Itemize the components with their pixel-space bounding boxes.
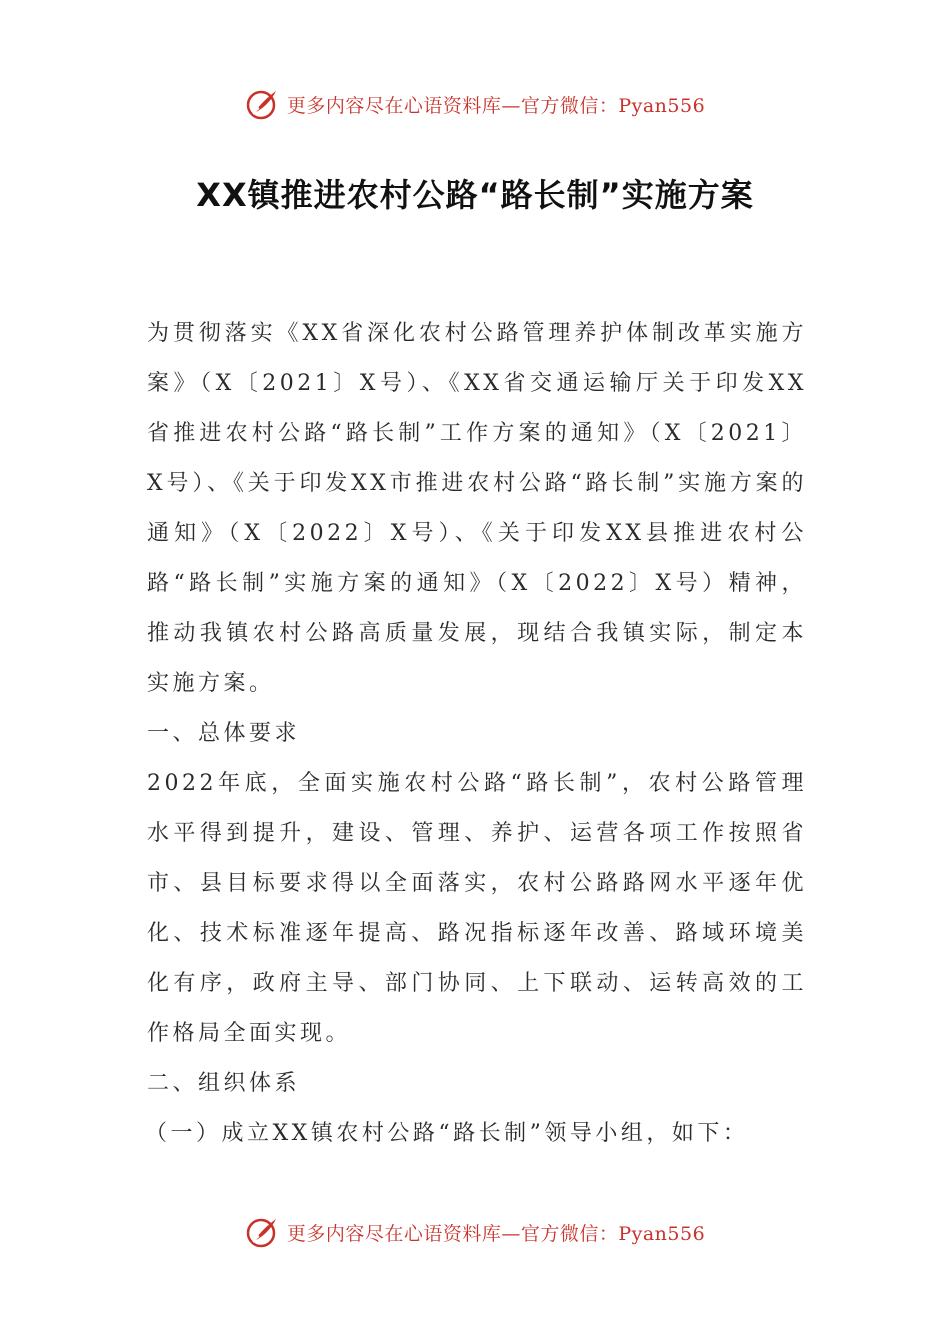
quill-logo-icon — [245, 1214, 281, 1250]
document-title: XX镇推进农村公路“路长制”实施方案 — [196, 176, 754, 214]
footer-banner — [0, 1212, 950, 1252]
footer-banner-text: 更多内容尽在心语资料库—官方微信：Pyan556 — [286, 1222, 706, 1245]
subsection-leading-group: （一）成立XX镇农村公路“路长制”领导小组，如下： — [145, 1121, 749, 1146]
header-banner-text: 更多内容尽在心语资料库—官方微信：Pyan556 — [286, 94, 706, 117]
section-heading-organization-system: 二、组织体系 — [147, 1071, 301, 1096]
document-body — [147, 309, 807, 1159]
quill-logo-icon — [245, 86, 281, 122]
section-heading-general-requirements: 一、总体要求 — [147, 721, 301, 746]
general-requirements-paragraph: 2022年底，全面实施农村公路“路长制”，农村公路管理水平得到提升，建设、管理、养护、运营各项工作按照省市、县目标要求得以全面落实，农村公路路网水平逐年优化、技术标准逐年提高、路况指标逐年改善、路域环境美化有序，政府主导、部门协同、上下联动、运转高效的工作格局全面实现。 — [147, 771, 807, 1046]
header-banner — [0, 84, 950, 124]
intro-paragraph: 为贯彻落实《XX省深化农村公路管理养护体制改革实施方案》（X〔2021〕X号）、《XX省交通运输厅关于印发XX省推进农村公路“路长制”工作方案的通知》（X〔2021〕X号）、《关于印发XX市推进农村公路“路长制”实施方案的通知》（X〔2022〕X号）、《关于印发XX县推进农村公路“路长制”实施方案的通知》（X〔2022〕X号）精神，推动我镇农村公路高质量发展，现结合我镇实际，制定本实施方案。 — [147, 321, 807, 696]
